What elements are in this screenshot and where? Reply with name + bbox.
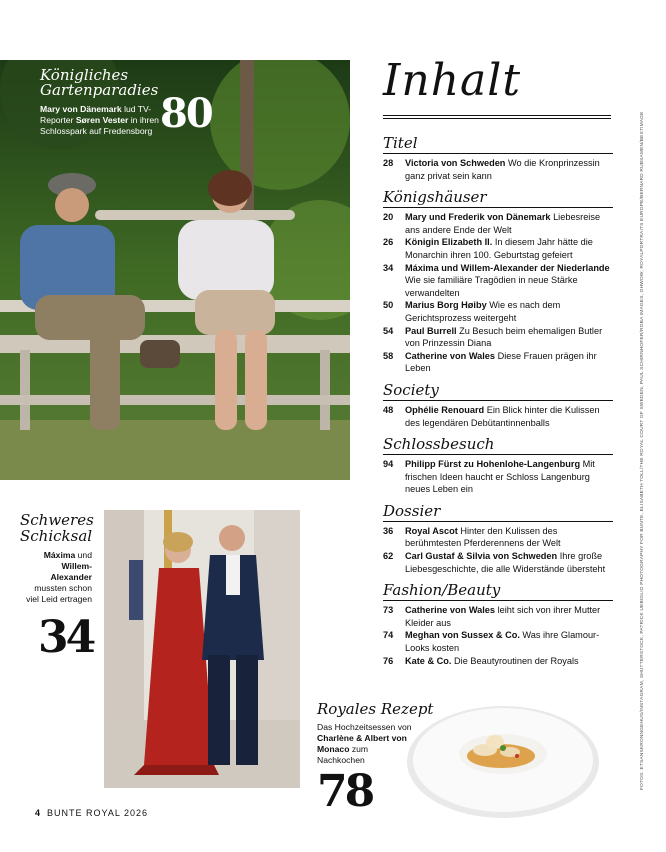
- garden-title: [40, 68, 158, 98]
- toc-entry-page: 50: [383, 300, 394, 311]
- rezept-caption: [317, 722, 412, 766]
- toc-entry[interactable]: [383, 211, 613, 236]
- toc-section: [383, 582, 613, 667]
- toc-entry[interactable]: [383, 236, 613, 261]
- toc-entry[interactable]: [383, 262, 613, 300]
- toc-entry-page: 73: [383, 605, 394, 616]
- toc-entry[interactable]: [383, 655, 613, 668]
- toc-entry[interactable]: [383, 604, 613, 629]
- garden-caption-text2: in ihren Schlosspark auf Fredensborg: [40, 115, 159, 136]
- toc-entry-desc: Mit frischen Ideen haucht er Schloss Langenburg neues Leben ein: [405, 459, 595, 495]
- garden-caption-name2: Søren Vester: [75, 115, 129, 125]
- toc-entry-text: [405, 325, 613, 350]
- toc-entry-desc: Wie sie familiäre Tragödien in neue Stärke verwandelten: [405, 275, 578, 298]
- toc-entry-page: 26: [383, 237, 394, 248]
- toc-section-title: Society: [383, 382, 613, 401]
- toc-entry-text: [405, 604, 613, 629]
- toc-entry-page: 54: [383, 325, 394, 336]
- toc-entry-desc: Was ihre Glamour-Looks kosten: [405, 630, 600, 654]
- schicksal-title: [20, 512, 92, 544]
- toc-entry-name: Carl Gustaf & Silvia von Schweden: [405, 551, 558, 562]
- toc-entry-desc: Wie es nach dem Gerichtsprozess weitergeht: [405, 300, 561, 323]
- footer-publication: BUNTE ROYAL 2026: [47, 808, 149, 818]
- toc-section-title: Schlossbesuch: [383, 436, 613, 455]
- toc-section: [383, 382, 613, 429]
- garden-caption: [40, 104, 160, 137]
- toc-entry-page: 76: [383, 655, 394, 666]
- dish-photo: [405, 700, 601, 820]
- toc-section: [383, 189, 613, 375]
- toc-entry-text: [405, 236, 613, 261]
- toc-entry-text: [405, 211, 613, 236]
- toc-section-title: Fashion/Beauty: [383, 582, 613, 601]
- toc-entry-desc: Zu Besuch beim ehemaligen Butler von Prinzessin Diana: [405, 325, 603, 349]
- toc-entry-desc: Ihre große Liebesgeschichte, die alle Widerstände übersteht: [405, 551, 606, 574]
- toc-entry-text: [405, 525, 613, 550]
- toc-entry-page: 20: [383, 212, 394, 223]
- photo-credit: FOTOS: ETSANSKRONNGEHUS/INSTAGRAM, SHUTTERSTOCK, PATRICK UEBIGLIO PHOTOGRAPHY FOR BUNTE, ELISABETH TOLL/THE ROYAL COURT OF SWEDEN, PAUL SCHIRNHOFER/ROBA IMAGES, OHWOW, ROYALPORTRAITS EUROPE/BERNARD RUBSAMEN/BESTIMAGE: [640, 111, 645, 790]
- schicksal-title-line1: Schweres: [20, 511, 94, 529]
- rezept-title: Royales Rezept: [317, 700, 434, 718]
- toc-entry-name: Königin Elizabeth II.: [405, 237, 493, 248]
- toc-entry[interactable]: [383, 458, 613, 496]
- toc-section-title: Dossier: [383, 503, 613, 522]
- toc-entry-name: Philipp Fürst zu Hohenlohe-Langenburg: [405, 459, 581, 470]
- schicksal-caption: [20, 550, 92, 605]
- toc-entry-name: Royal Ascot: [405, 525, 458, 536]
- page-title: Inhalt: [383, 55, 522, 106]
- toc-entry[interactable]: [383, 325, 613, 350]
- toc-entry-text: [405, 350, 613, 375]
- toc-entry[interactable]: [383, 157, 613, 182]
- toc-entry-text: [405, 655, 613, 668]
- schicksal-page-number[interactable]: 34: [38, 612, 94, 663]
- toc-entry-desc: Diese Frauen prägen ihr Leben: [405, 350, 597, 374]
- toc-entry-text: [405, 458, 613, 496]
- toc-entry-desc: Wo die Kronprinzessin ganz privat sein kann: [405, 158, 600, 181]
- toc-section: [383, 135, 613, 182]
- schicksal-caption-text1: und: [75, 550, 92, 560]
- toc-entry-desc: Die Beautyroutinen der Royals: [451, 655, 579, 666]
- schicksal-caption-text2: mussten schon viel Leid ertragen: [26, 583, 92, 604]
- toc-entry-name: Catherine von Wales: [405, 350, 496, 361]
- toc-entry[interactable]: [383, 404, 613, 429]
- toc-entry-text: [405, 299, 613, 324]
- toc-entry-desc: Liebesreise ans andere Ende der Welt: [405, 212, 601, 235]
- rezept-page-number[interactable]: 78: [317, 766, 373, 817]
- rezept-caption-text1: Das Hochzeitsessen von: [317, 722, 412, 732]
- toc-entry[interactable]: [383, 550, 613, 575]
- toc-entry-text: [405, 629, 613, 654]
- toc-entry-name: Catherine von Wales: [405, 605, 496, 616]
- rezept-caption-names: Charlène & Albert von Monaco: [317, 733, 407, 754]
- table-of-contents: [383, 135, 613, 674]
- toc-entry-text: [405, 157, 613, 182]
- toc-entry-name: Meghan von Sussex & Co.: [405, 630, 520, 641]
- schicksal-title-line2: Schicksal: [20, 527, 93, 545]
- toc-entry-text: [405, 262, 613, 300]
- toc-entry-name: Victoria von Schweden: [405, 158, 506, 168]
- toc-entry-page: 94: [383, 459, 394, 470]
- toc-entry-page: 28: [383, 158, 394, 168]
- toc-entry[interactable]: [383, 629, 613, 654]
- toc-entry-desc: Hinter den Kulissen des berühmtesten Pferderennens der Welt: [405, 525, 561, 549]
- title-rule-bottom: [383, 118, 611, 119]
- page-footer: [35, 808, 148, 818]
- toc-entry-page: 36: [383, 525, 394, 536]
- toc-entry-name: Marius Borg Høiby: [405, 300, 487, 311]
- toc-section: [383, 503, 613, 575]
- garden-title-line1: Königliches: [40, 66, 129, 84]
- garden-caption-name1: Mary von Dänemark: [40, 104, 122, 114]
- schicksal-caption-name2: Willem-Alexander: [50, 561, 92, 582]
- toc-entry-page: 58: [383, 350, 394, 361]
- toc-entry-text: [405, 404, 613, 429]
- royal-couple-photo: [104, 510, 300, 788]
- toc-entry-text: [405, 550, 613, 575]
- garden-title-line2: Gartenparadies: [40, 81, 159, 99]
- toc-entry-page: 48: [383, 404, 394, 415]
- toc-entry-name: Mary und Frederik von Dänemark: [405, 212, 551, 223]
- toc-entry-page: 62: [383, 551, 394, 562]
- toc-entry-name: Paul Burrell: [405, 325, 457, 336]
- toc-entry-desc: Ein Blick hinter die Kulissen des legendären Debütantinnenballs: [405, 404, 600, 428]
- toc-entry-page: 74: [383, 630, 394, 641]
- toc-entry-desc: leiht sich von ihrer Mutter Kleider aus: [405, 605, 601, 628]
- schicksal-caption-name1: Máxima: [43, 550, 76, 560]
- footer-page-number: 4: [35, 808, 42, 818]
- toc-entry[interactable]: [383, 525, 613, 550]
- toc-section: [383, 436, 613, 496]
- title-rule-top: [383, 115, 611, 116]
- garden-caption-text1: lud TV-Reporter: [40, 104, 152, 125]
- toc-entry-desc: In diesem Jahr hätte die Monarchin ihren 100. Geburtstag gefeiert: [405, 237, 593, 260]
- toc-section-title: Königshäuser: [383, 189, 613, 208]
- toc-entry-name: Ophélie Renouard: [405, 404, 485, 415]
- toc-section-title: Titel: [383, 135, 613, 154]
- garden-page-number[interactable]: 80: [160, 90, 212, 137]
- toc-entry-name: Máxima und Willem-Alexander der Niederlande: [405, 262, 610, 273]
- toc-entry-page: 34: [383, 262, 394, 273]
- toc-entry[interactable]: [383, 350, 613, 375]
- toc-entry[interactable]: [383, 299, 613, 324]
- rezept-caption-text2: zum Nachkochen: [317, 744, 369, 765]
- toc-entry-name: Kate & Co.: [405, 655, 452, 666]
